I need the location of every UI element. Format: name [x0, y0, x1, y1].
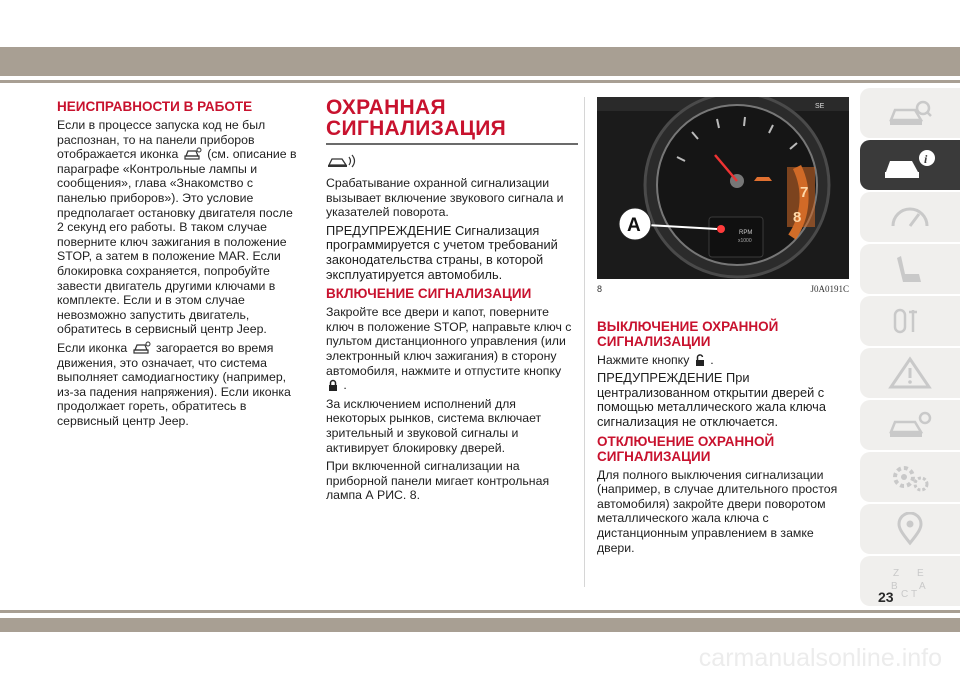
instrument-cluster-photo	[597, 97, 849, 279]
warning-central-unlock: ПРЕДУПРЕЖДЕНИЕ При централизованном открытии дверей с помощью металлического жала ключа сигнализация не отключается.	[597, 370, 826, 429]
bottom-band	[0, 618, 960, 632]
tab-car-service[interactable]	[860, 400, 960, 450]
svg-text:B: B	[891, 581, 898, 592]
tab-seat[interactable]	[860, 244, 960, 294]
warning-label: ПРЕДУПРЕЖДЕНИЕ	[326, 222, 452, 238]
column-alarm-off	[597, 97, 849, 559]
tab-car-lens[interactable]	[860, 88, 960, 138]
svg-text:E: E	[917, 568, 924, 579]
car-service-icon	[887, 408, 933, 442]
paragraph-malfunction-2: Если иконка загорается во время движения, это означает, что система выполняет самодиагностику (например, из-за падения напряжения). Если иконка продолжает гореть, обратитесь в сервисный центр Jeep.	[57, 340, 291, 428]
section-title: ОХРАННАЯ СИГНАЛИЗАЦИЯ	[326, 96, 507, 140]
heading-alarm-on: ВКЛЮЧЕНИЕ СИГНАЛИЗАЦИИ	[326, 286, 532, 302]
paragraph-alarm-markets: За исключением исполнений для некоторых рынков, система включает зрительный и звуковой сигналы и активирует блокировку дверей.	[326, 396, 542, 455]
top-band	[0, 47, 960, 76]
tab-car-info[interactable]	[860, 140, 960, 190]
svg-text:i: i	[924, 152, 928, 166]
alarm-car-icon-row	[326, 153, 578, 173]
paragraph-alarm-trigger: Срабатывание охранной сигнализации вызывает включение звукового сигнала и указателей поворота.	[326, 176, 564, 220]
tab-alphabet-index[interactable]	[860, 556, 960, 606]
column-separator	[584, 97, 585, 587]
seat-icon	[887, 252, 933, 286]
figure-caption	[597, 282, 849, 297]
paragraph-alarm-disable: Для полного выключения сигнализации (например, в случае длительного простоя автомобиля) закройте двери поворотом металлического жала ключа с дистанционным управлением в замке двери.	[597, 467, 838, 555]
tab-warning[interactable]	[860, 348, 960, 398]
location-pin-icon	[887, 512, 933, 546]
tab-location[interactable]	[860, 504, 960, 554]
unlock-icon	[695, 354, 705, 367]
tab-key-wrench[interactable]	[860, 296, 960, 346]
immobilizer-car-key-icon	[133, 341, 151, 355]
rpm-label: RPM	[739, 230, 753, 236]
title-rule	[326, 143, 578, 145]
paragraph-alarm-lamp: При включенной сигнализации на приборной панели мигает контрольная лампа А РИС. 8.	[326, 459, 550, 503]
key-wrench-icon	[887, 304, 933, 338]
svg-text:C: C	[901, 589, 909, 598]
bottom-rule	[0, 610, 960, 613]
paragraph-alarm-off: Нажмите кнопку .	[597, 352, 714, 367]
car-lens-icon	[887, 96, 933, 130]
page-number: 23	[878, 589, 894, 605]
svg-text:T: T	[911, 589, 918, 598]
alarm-car-icon	[326, 153, 360, 169]
svg-text:Z: Z	[893, 568, 900, 579]
instrument-cluster-figure	[597, 97, 849, 279]
warning-label: ПРЕДУПРЕЖДЕНИЕ	[597, 370, 723, 386]
gears-icon	[887, 460, 933, 494]
rpm-unit: x1000	[738, 238, 752, 244]
tab-gears[interactable]	[860, 452, 960, 502]
heading-alarm-disable: ОТКЛЮЧЕНИЕ ОХРАННОЙ СИГНАЛИЗАЦИИ	[597, 433, 775, 464]
car-info-icon	[882, 148, 938, 182]
gauge-number-7: 7	[800, 184, 809, 201]
column-malfunction	[57, 97, 302, 432]
heading-malfunction: НЕИСПРАВНОСТИ В РАБОТЕ	[57, 99, 253, 114]
dashboard-icon	[887, 200, 933, 234]
heading-alarm-off: ВЫКЛЮЧЕНИЕ ОХРАННОЙ СИГНАЛИЗАЦИИ	[597, 318, 779, 349]
tab-dashboard[interactable]	[860, 192, 960, 242]
top-rule	[0, 80, 960, 83]
callout-a: A	[627, 215, 641, 236]
figure-number: 8	[597, 284, 603, 294]
gauge-number-8: 8	[793, 209, 802, 226]
corner-tag: SE	[815, 103, 825, 110]
figure-code: J0A0191C	[810, 284, 849, 294]
svg-text:A: A	[919, 581, 926, 592]
lock-icon	[328, 379, 338, 392]
column-alarm	[326, 97, 578, 507]
warning-alarm: ПРЕДУПРЕЖДЕНИЕ Сигнализация программируется с учетом требований законодательства страны, в которой эксплуатируется автомобиль.	[326, 222, 558, 282]
warning-triangle-icon	[887, 356, 933, 390]
paragraph-malfunction-1: Если в процессе запуска код не был распознан, то на панели приборов отображается иконка (см. описание в параграфе «Контрольные лампы и сообщения», глава «Знакомство с панелью приборов»). Это условие предполагает остановку двигателя после 2 секунд его работы. В таком случае поверните ключ зажигания в положение STOP, а затем в положение MAR. Если блокировка сохраняется, попробуйте завести двигатель другими ключами в комплекте. Если и в этом случае невозможно запустить двигатель, обратитесь в сервисный центр Jeep.	[57, 118, 297, 337]
immobilizer-car-key-icon	[184, 147, 202, 161]
watermark: carmanualsonline.info	[698, 644, 942, 672]
paragraph-alarm-on: Закройте все двери и капот, поверните ключ в положение STOP, направьте ключ с пультом дистанционного управления (или электронный ключ зажигания) в сторону автомобиля, нажмите и отпустите кнопку .	[326, 305, 572, 393]
